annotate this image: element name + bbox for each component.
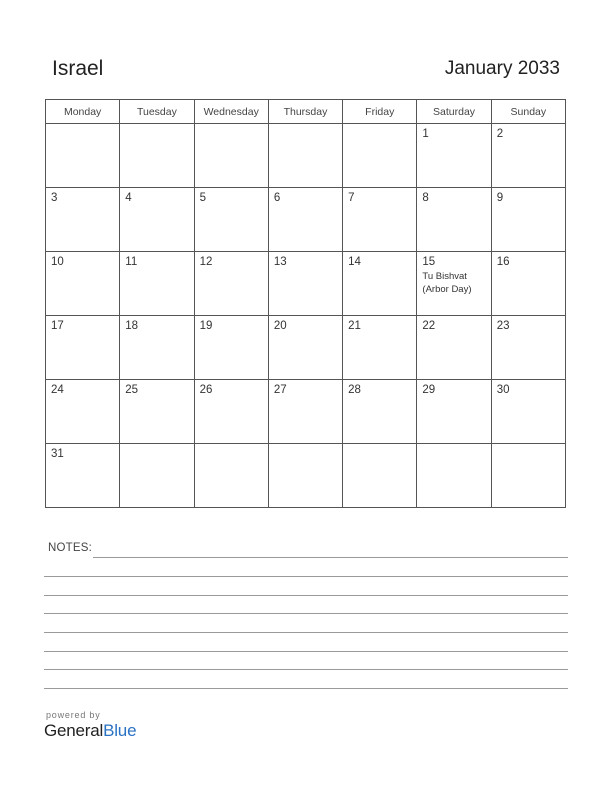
day-number: 7 (348, 192, 355, 204)
weekday-header: Saturday (417, 100, 491, 124)
calendar-week-row (46, 252, 566, 316)
calendar-day-cell (417, 124, 491, 188)
calendar-day-cell (343, 124, 417, 188)
day-number: 3 (51, 192, 58, 204)
brand-blue: Blue (103, 721, 137, 740)
calendar-day-cell (194, 316, 268, 380)
calendar-week-row (46, 124, 566, 188)
calendar-day-cell (46, 444, 120, 508)
month-year-title: January 2033 (444, 58, 560, 79)
calendar-day-cell (46, 188, 120, 252)
weekday-header-row (46, 100, 566, 124)
day-number: 26 (199, 384, 213, 396)
day-number: 10 (51, 256, 64, 268)
calendar-day-cell (194, 444, 268, 508)
day-number: 29 (422, 384, 436, 396)
calendar-day-cell (491, 316, 565, 380)
weekday-header: Monday (46, 100, 120, 124)
day-number: 8 (422, 192, 429, 204)
day-number: 5 (199, 192, 206, 204)
country-title: Israel (52, 57, 104, 80)
day-number: 28 (348, 384, 361, 396)
notes-label: NOTES: (48, 542, 93, 554)
day-number: 27 (273, 384, 287, 396)
note-line (44, 576, 568, 577)
calendar-day-cell (120, 316, 194, 380)
calendar-day-cell (417, 444, 491, 508)
calendar-day-cell (268, 188, 342, 252)
day-number: 2 (496, 128, 504, 140)
weekday-header: Tuesday (120, 100, 194, 124)
calendar-day-cell (268, 380, 342, 444)
note-line (44, 613, 568, 614)
calendar-day-cell (120, 124, 194, 188)
calendar-day-cell (46, 124, 120, 188)
day-number: 13 (273, 256, 287, 268)
weekday-header: Wednesday (194, 100, 268, 124)
calendar-day-cell (268, 444, 342, 508)
powered-by-text: powered by (46, 710, 101, 720)
calendar-day-cell (343, 444, 417, 508)
calendar-day-cell (120, 252, 194, 316)
day-number: 16 (496, 256, 510, 268)
day-number: 17 (51, 320, 64, 332)
weekday-header: Sunday (491, 100, 565, 124)
day-number: 25 (125, 384, 139, 396)
day-number: 22 (422, 320, 436, 332)
day-number: 4 (125, 192, 132, 204)
note-line (44, 632, 568, 633)
calendar-day-cell (46, 380, 120, 444)
brand-general: General (44, 721, 104, 740)
calendar-day-cell (491, 252, 565, 316)
calendar-week-row (46, 188, 566, 252)
calendar-day-cell (46, 252, 120, 316)
day-number: 12 (199, 256, 213, 268)
note-line (44, 595, 568, 596)
calendar-week-row (46, 380, 566, 444)
day-number: 11 (125, 256, 138, 268)
calendar-day-cell (343, 380, 417, 444)
calendar-day-cell (417, 316, 491, 380)
calendar-grid (45, 99, 566, 508)
calendar-day-cell (268, 316, 342, 380)
calendar-day-cell (491, 124, 565, 188)
calendar-day-cell (343, 252, 417, 316)
calendar-day-cell (491, 188, 565, 252)
calendar-day-cell (417, 252, 491, 316)
day-number: 18 (125, 320, 139, 332)
weekday-header: Friday (343, 100, 417, 124)
day-number: 30 (496, 384, 510, 396)
calendar-day-cell (120, 380, 194, 444)
calendar-day-cell (343, 188, 417, 252)
calendar-day-cell (491, 444, 565, 508)
day-number: 31 (51, 448, 64, 460)
calendar-day-cell (194, 252, 268, 316)
day-number: 20 (273, 320, 287, 332)
day-number: 14 (348, 256, 361, 268)
calendar-day-cell (194, 380, 268, 444)
day-number: 9 (496, 192, 504, 204)
day-number: 15 (422, 256, 436, 268)
calendar-day-cell (268, 252, 342, 316)
day-number: 21 (348, 320, 361, 332)
note-line (93, 557, 568, 558)
calendar-day-cell (417, 380, 491, 444)
calendar-day-cell (417, 188, 491, 252)
brand-logo[interactable] (44, 721, 136, 741)
day-number: 24 (51, 384, 64, 396)
calendar-week-row (46, 444, 566, 508)
calendar-day-cell (120, 444, 194, 508)
note-line (44, 651, 568, 652)
calendar-day-cell (343, 316, 417, 380)
weekday-header: Thursday (268, 100, 342, 124)
calendar-day-cell (120, 188, 194, 252)
calendar-day-cell (491, 380, 565, 444)
day-number: 19 (199, 320, 213, 332)
calendar-day-cell (46, 316, 120, 380)
calendar-day-cell (268, 124, 342, 188)
day-number: 6 (273, 192, 281, 204)
calendar-day-cell (194, 188, 268, 252)
day-number: 1 (422, 128, 429, 140)
holiday-label: Tu Bishvat (Arbor Day) (422, 271, 472, 295)
calendar-week-row (46, 316, 566, 380)
day-number: 23 (496, 320, 510, 332)
note-line (44, 688, 568, 689)
calendar-day-cell (194, 124, 268, 188)
note-line (44, 669, 568, 670)
